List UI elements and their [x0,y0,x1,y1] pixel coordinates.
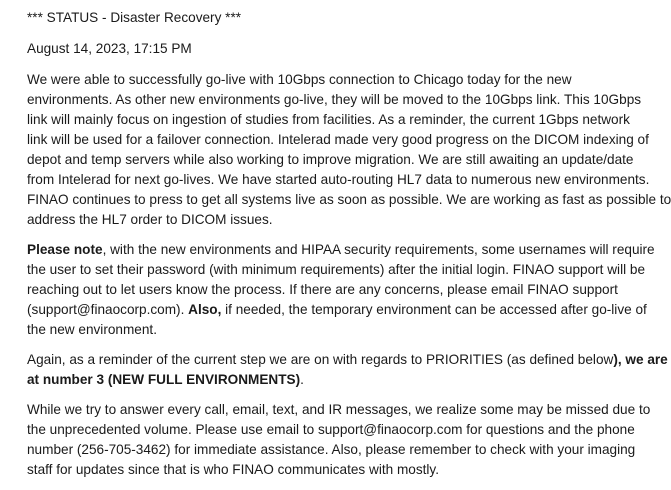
text-line: staff for updates since that is who FINAO communicates with mostly. [27,462,440,477]
text-span: , with the new environments and HIPAA security requirements, some usernames will require [102,242,655,257]
text-line: link will be used for a failover connection. Intelerad made very good progress on the DICOM indexing of [27,132,649,147]
text-span: Again, as a reminder of the current step we are on with regards to PRIORITIES (as defined below [27,352,614,367]
text-line: environments. As other new environments go-live, they will be moved to the 10Gbps link. This 10Gbps [27,92,642,107]
text-line: We were able to successfully go-live with 10Gbps connection to Chicago today for the new [27,72,572,87]
paragraph-contact [27,400,661,480]
paragraph-please-note [27,240,661,340]
text-line: address the HL7 order to DICOM issues. [27,212,273,227]
text-line: depot and temp servers while also working to improve migration. We are still awaiting an update/date [27,152,634,167]
text-line [27,350,668,370]
text-span: . [300,372,304,387]
status-date: August 14, 2023, 17:15 PM [27,41,192,56]
text-line: from Intelerad for next go-lives. We have started auto-routing HL7 data to numerous new environments. [27,172,650,187]
status-title: *** STATUS - Disaster Recovery *** [27,10,242,25]
text-line: the user to set their password (with minimum requirements) after the initial login. FINAO support will be [27,262,646,277]
text-span: if needed, the temporary environment can be accessed after go-live of [221,302,647,317]
also-label: Also, [188,302,222,317]
text-line: number (256-705-3462) for immediate assistance. Also, please remember to check with your imaging [27,442,636,457]
text-line: the new environment. [27,322,157,337]
text-line: link will mainly focus on ingestion of studies from facilities. As a reminder, the current 1Gbps network [27,112,630,127]
text-line: reaching out to let users know the process. If there are any concerns, please email FINAO support [27,282,618,297]
text-span: (support@finaocorp.com). [27,302,189,317]
priority-number: at number 3 (NEW FULL ENVIRONMENTS) [27,372,301,387]
text-line [27,370,661,390]
text-line: the unprecedented volume. Please use email to support@finaocorp.com for questions and the phone [27,422,635,437]
text-line [27,300,661,320]
text-line: FINAO continues to press to get all systems live as soon as possible. We are working as fast as possible to [27,192,671,207]
please-note-label: Please note [27,242,103,257]
bold-span: ), we are [613,352,668,367]
paragraph-priorities [27,350,668,390]
text-line [27,240,661,260]
paragraph-go-live-update [27,70,671,230]
text-line: While we try to answer every call, email, text, and IR messages, we realize some may be missed due to [27,402,651,417]
